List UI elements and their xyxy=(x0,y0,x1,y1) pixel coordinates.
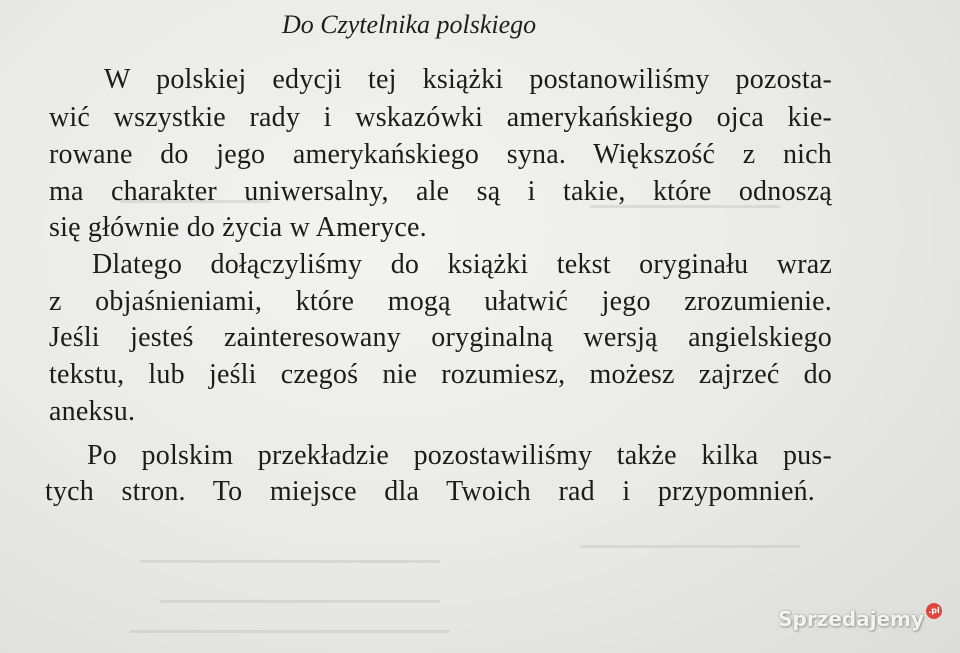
text-line: rowane do jego amerykańskiego syna. Większość z nich xyxy=(49,139,832,170)
section-heading: Do Czytelnika polskiego xyxy=(282,10,537,39)
text-line: Jeśli jesteś zainteresowany oryginalną wersją angielskiego xyxy=(49,322,832,353)
text-line: W polskiej edycji tej książki postanowiliśmy pozosta- xyxy=(104,64,832,95)
watermark-logo xyxy=(778,607,942,631)
text-line: tekstu, lub jeśli czegoś nie rozumiesz, możesz zajrzeć do xyxy=(49,359,832,390)
text-line: Dlatego dołączyliśmy do książki tekst oryginału wraz xyxy=(92,249,832,280)
text-line: Po polskim przekładzie pozostawiliśmy także kilka pus- xyxy=(87,440,832,471)
text-line: ma charakter uniwersalny, ale są i takie, które odnoszą xyxy=(49,176,832,207)
text-line: z objaśnieniami, które mogą ułatwić jego zrozumienie. xyxy=(49,286,832,317)
watermark-text: Sprzedajemy xyxy=(778,607,924,631)
text-line: się głównie do życia w Ameryce. xyxy=(49,212,427,243)
text-line: wić wszystkie rady i wskazówki amerykańskiego ojca kie- xyxy=(49,102,832,133)
watermark-domain-badge: .pl xyxy=(926,603,942,619)
text-line: tych stron. To miejsce dla Twoich rad i przypomnień. xyxy=(45,476,815,507)
text-line: aneksu. xyxy=(49,396,136,427)
